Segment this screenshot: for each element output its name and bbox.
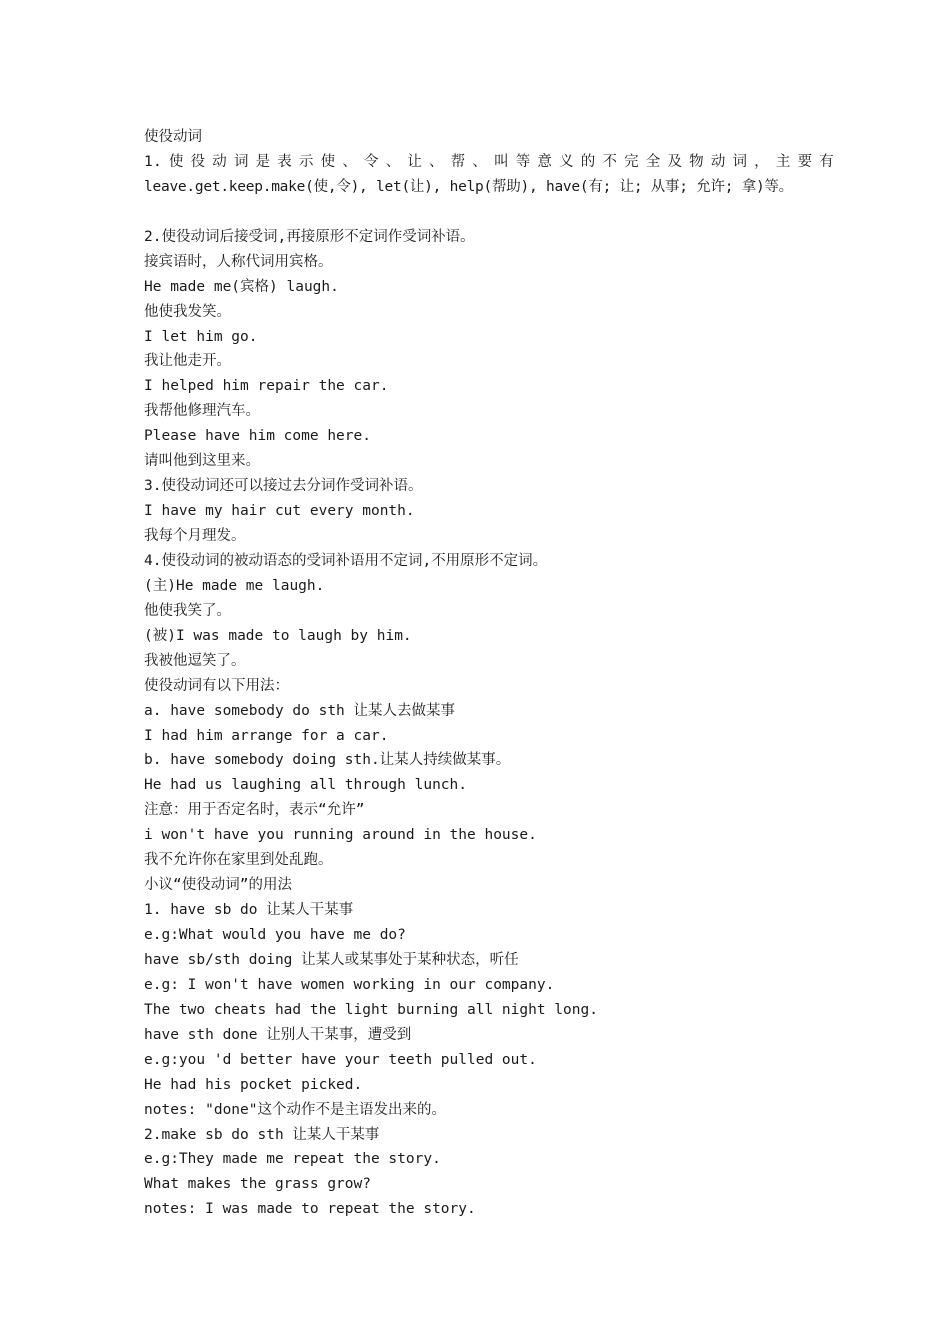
document-line: 我被他逗笑了。	[144, 652, 246, 669]
document-line: a. have somebody do sth 让某人去做某事	[144, 702, 456, 719]
document-line: have sb/sth doing 让某人或某事处于某种状态，听任	[144, 951, 519, 968]
document-line: 我让他走开。	[144, 353, 231, 370]
document-title: 使役动词	[144, 129, 202, 145]
document-line: The two cheats had the light burning all night long.	[144, 1001, 598, 1018]
document-line: 请叫他到这里来。	[144, 453, 260, 470]
document-line: e.g:They made me repeat the story.	[144, 1151, 441, 1168]
document-line: He made me(宾格) laugh.	[144, 278, 339, 295]
document-body	[144, 125, 834, 1222]
document-line: Please have him come here.	[144, 428, 371, 445]
document-line: 注意：用于否定名时，表示“允许”	[144, 802, 365, 819]
document-line: e.g:you 'd better have your teeth pulled out.	[144, 1051, 537, 1068]
document-line: 1. have sb do 让某人干某事	[144, 902, 354, 919]
document-line: I have my hair cut every month.	[144, 503, 415, 520]
document-line: 接宾语时，人称代词用宾格。	[144, 253, 333, 270]
document-line: e.g: I won't have women working in our company.	[144, 976, 555, 993]
document-line: have sth done 让别人干某事，遭受到	[144, 1026, 412, 1043]
document-lines	[144, 225, 834, 1223]
document-line: notes: "done"这个动作不是主语发出来的。	[144, 1101, 446, 1118]
document-line: 使役动词有以下用法：	[144, 677, 289, 694]
document-line: (主)He made me laugh.	[144, 577, 325, 594]
document-line: 我每个月理发。	[144, 528, 246, 544]
paragraph-line: leave.get.keep.make(使,令), let(让), help(帮助), have(有; 让; 从事; 允许; 拿)等。	[144, 178, 793, 195]
document-line: 2.make sb do sth 让某人干某事	[144, 1126, 380, 1143]
document-line: 我不允许你在家里到处乱跑。	[144, 852, 333, 869]
document-line: (被)I was made to laugh by him.	[144, 627, 412, 644]
document-line: 他使我发笑。	[144, 303, 231, 320]
document-line: He had his pocket picked.	[144, 1076, 363, 1093]
document-line: 我帮他修理汽车。	[144, 403, 260, 420]
document-line: I had him arrange for a car.	[144, 727, 389, 744]
document-line: i won't have you running around in the house.	[144, 827, 537, 844]
blank-line	[144, 200, 834, 225]
document-line: 他使我笑了。	[144, 602, 231, 619]
document-line: notes: I was made to repeat the story.	[144, 1201, 476, 1218]
document-line: 3.使役动词还可以接过去分词作受词补语。	[144, 478, 423, 495]
document-line: I helped him repair the car.	[144, 378, 389, 395]
document-line: I let him go.	[144, 328, 258, 345]
document-line: He had us laughing all through lunch.	[144, 777, 468, 794]
document-line: 2.使役动词后接受词,再接原形不定词作受词补语。	[144, 228, 475, 245]
document-line: 小议“使役动词”的用法	[144, 877, 292, 894]
document-line: 4.使役动词的被动语态的受词补语用不定词,不用原形不定词。	[144, 552, 548, 569]
document-line: What makes the grass grow?	[144, 1176, 371, 1193]
paragraph-line: 1.使役动词是表示使、令、让、帮、叫等意义的不完全及物动词，主要有	[144, 153, 834, 170]
document-line: b. have somebody doing sth.让某人持续做某事。	[144, 752, 511, 769]
document-line: e.g:What would you have me do?	[144, 927, 406, 943]
